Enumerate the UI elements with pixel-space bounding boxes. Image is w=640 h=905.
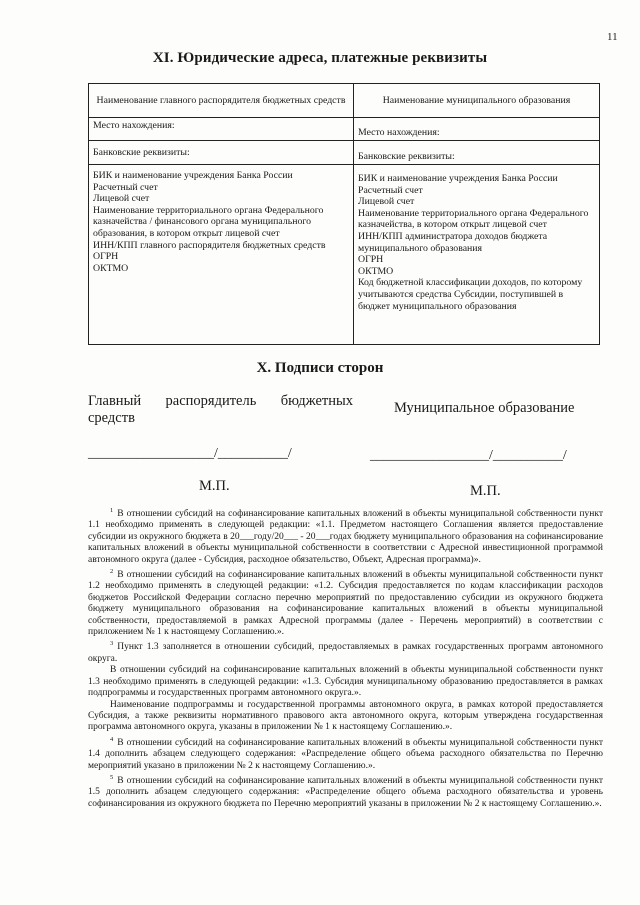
footnote-mark: 5 xyxy=(110,773,114,781)
right-bank-cell xyxy=(353,140,600,165)
footnote-text: В отношении субсидий на софинансирование капитальных вложений в объекты муниципальной собственности пункт 1.5 дополнить абзацем следующего содержания: «Распределение общего объема расходного обязательства и уровень софинансирования из окружного бюджета по Перечню мероприятий указаны в приложении № 2 к настоящему Соглашению.». xyxy=(88,775,603,809)
right-detail-kbk: Код бюджетной классификации доходов, по которому учитываются средства Субсидии, поступившей в бюджет муниципального образования xyxy=(358,277,583,312)
left-detail-treasury: Наименование территориального органа Федерального казначейства / финансового органа муниципального образования, в котором открыт лицевой счет xyxy=(93,204,324,239)
left-details-cell xyxy=(88,164,354,345)
footnote-text: В отношении субсидий на софинансирование капитальных вложений в объекты муниципальной собственности пункт 1.1 необходимо применять в следующей редакции: «1.1. Предметом настоящего Соглашения является предоставление субсидии из окружного бюджета в 20___году/20___ - 20___годах бюджету муниципального образования на софинансирование капитальных вложений в объекты муниципальной собственности в соответствии с Адресной инвестиционной программой автономного округа (далее - Субсидия, расходное обязательство, Объект, Адресная программа)». xyxy=(88,509,603,565)
left-party-line2: средств xyxy=(88,410,135,426)
right-details-cell xyxy=(353,164,600,345)
page-number: 11 xyxy=(607,31,618,43)
left-signature-line: __________________/__________/ xyxy=(88,446,292,461)
footnote-text: Наименование подпрограммы и государственной программы автономного округа, в рамках которой предоставляется Субсидия, а также реквизиты нормативного правового акта автономного округа, которым утверждена государственная программа автономного округа, указаны в приложении № 1 к настоящему Соглашению.». xyxy=(88,699,603,733)
footnote-3 xyxy=(88,638,603,665)
left-location-cell xyxy=(88,117,354,141)
left-seal: М.П. xyxy=(199,478,230,494)
left-bank-cell xyxy=(88,140,354,165)
right-location: Место нахождения: xyxy=(358,127,440,138)
left-bank: Банковские реквизиты: xyxy=(93,147,190,158)
right-seal: М.П. xyxy=(470,483,501,499)
left-header: Наименование главного распорядителя бюджетных средств xyxy=(96,94,346,106)
footnote-4 xyxy=(88,734,603,772)
footnote-text: В отношении субсидий на софинансирование капитальных вложений в объекты муниципальной собственности пункт 1.4 дополнить абзацем следующего содержания: «Распределение общего объема расходного обязательства по Перечню мероприятий указано в приложении № 2 к настоящему Соглашению.». xyxy=(88,737,603,771)
section-11-title: XI. Юридические адреса, платежные реквизиты xyxy=(152,50,488,66)
footnote-2 xyxy=(88,566,603,638)
footnote-3-continued xyxy=(88,665,603,699)
right-signature-line: _________________/__________/ xyxy=(370,448,567,463)
right-detail-account: Расчетный счет xyxy=(358,184,423,196)
right-detail-oktmo: ОКТМО xyxy=(358,265,394,277)
footnote-text: В отношении субсидий на софинансирование капитальных вложений в объекты муниципальной собственности пункт 1.3 необходимо применять в следующей редакции: «1.3. Субсидия муниципальному образованию предоставляется в рамках подпрограммы и государственных программ автономного округа.». xyxy=(88,665,603,699)
right-detail-ogrn: ОГРН xyxy=(358,254,384,266)
right-location-cell xyxy=(353,117,600,141)
footnote-mark: 2 xyxy=(110,568,114,576)
left-location: Место нахождения: xyxy=(93,120,175,131)
footnote-3-continued xyxy=(88,700,603,734)
right-detail-treasury: Наименование территориального органа Федерального казначейства, в котором открыт лицевой счет xyxy=(358,207,589,231)
left-detail-oktmo: ОКТМО xyxy=(93,262,129,274)
footnote-1 xyxy=(88,505,603,566)
footnote-mark: 1 xyxy=(110,507,114,514)
left-detail-bik: БИК и наименование учреждения Банка России xyxy=(93,170,293,181)
right-detail-bik: БИК и наименование учреждения Банка России xyxy=(358,173,558,184)
right-header-cell xyxy=(353,83,600,118)
footnote-text: Пункт 1.3 заполняется в отношении субсидий, предоставляемых в рамках государственных программ автономного округа. xyxy=(88,642,603,664)
footnote-mark: 3 xyxy=(110,640,114,648)
footnotes xyxy=(88,505,603,810)
footnote-5 xyxy=(88,772,603,810)
right-bank: Банковские реквизиты: xyxy=(358,151,455,162)
right-detail-inn: ИНН/КПП администратора доходов бюджета муниципального образования xyxy=(358,230,548,254)
left-detail-account: Расчетный счет xyxy=(93,181,158,193)
left-detail-inn: ИНН/КПП главного распорядителя бюджетных средств xyxy=(93,239,326,251)
right-header: Наименование муниципального образования xyxy=(382,94,571,106)
footnote-mark: 4 xyxy=(110,735,114,743)
right-party-name: Муниципальное образование xyxy=(394,400,575,416)
left-detail-personal-account: Лицевой счет xyxy=(93,193,150,205)
section-10-title: X. Подписи сторон xyxy=(256,360,384,376)
right-detail-personal-account: Лицевой счет xyxy=(358,196,415,208)
left-header-cell xyxy=(88,83,354,118)
requisites-table xyxy=(88,83,600,345)
footnote-text: В отношении субсидий на софинансирование капитальных вложений в объекты муниципальной собственности пункт 1.2 необходимо применять в следующей редакции: «1.2. Субсидия предоставляется по кодам классификации расходов бюджетов Российской Федерации согласно перечню мероприятий по предоставлению субсидии из окружного бюджета бюджету муниципального образования на софинансирование капитальных вложений в объекты муниципальной собственности, предоставляемой в рамках Адресной программы (далее - Перечень мероприятий) в соответствии с приложением № 1 к настоящему Соглашению.». xyxy=(88,570,603,638)
left-party-name xyxy=(88,393,353,427)
left-party-line1: Главный распорядитель бюджетных xyxy=(88,393,353,409)
left-detail-ogrn: ОГРН xyxy=(93,251,119,263)
